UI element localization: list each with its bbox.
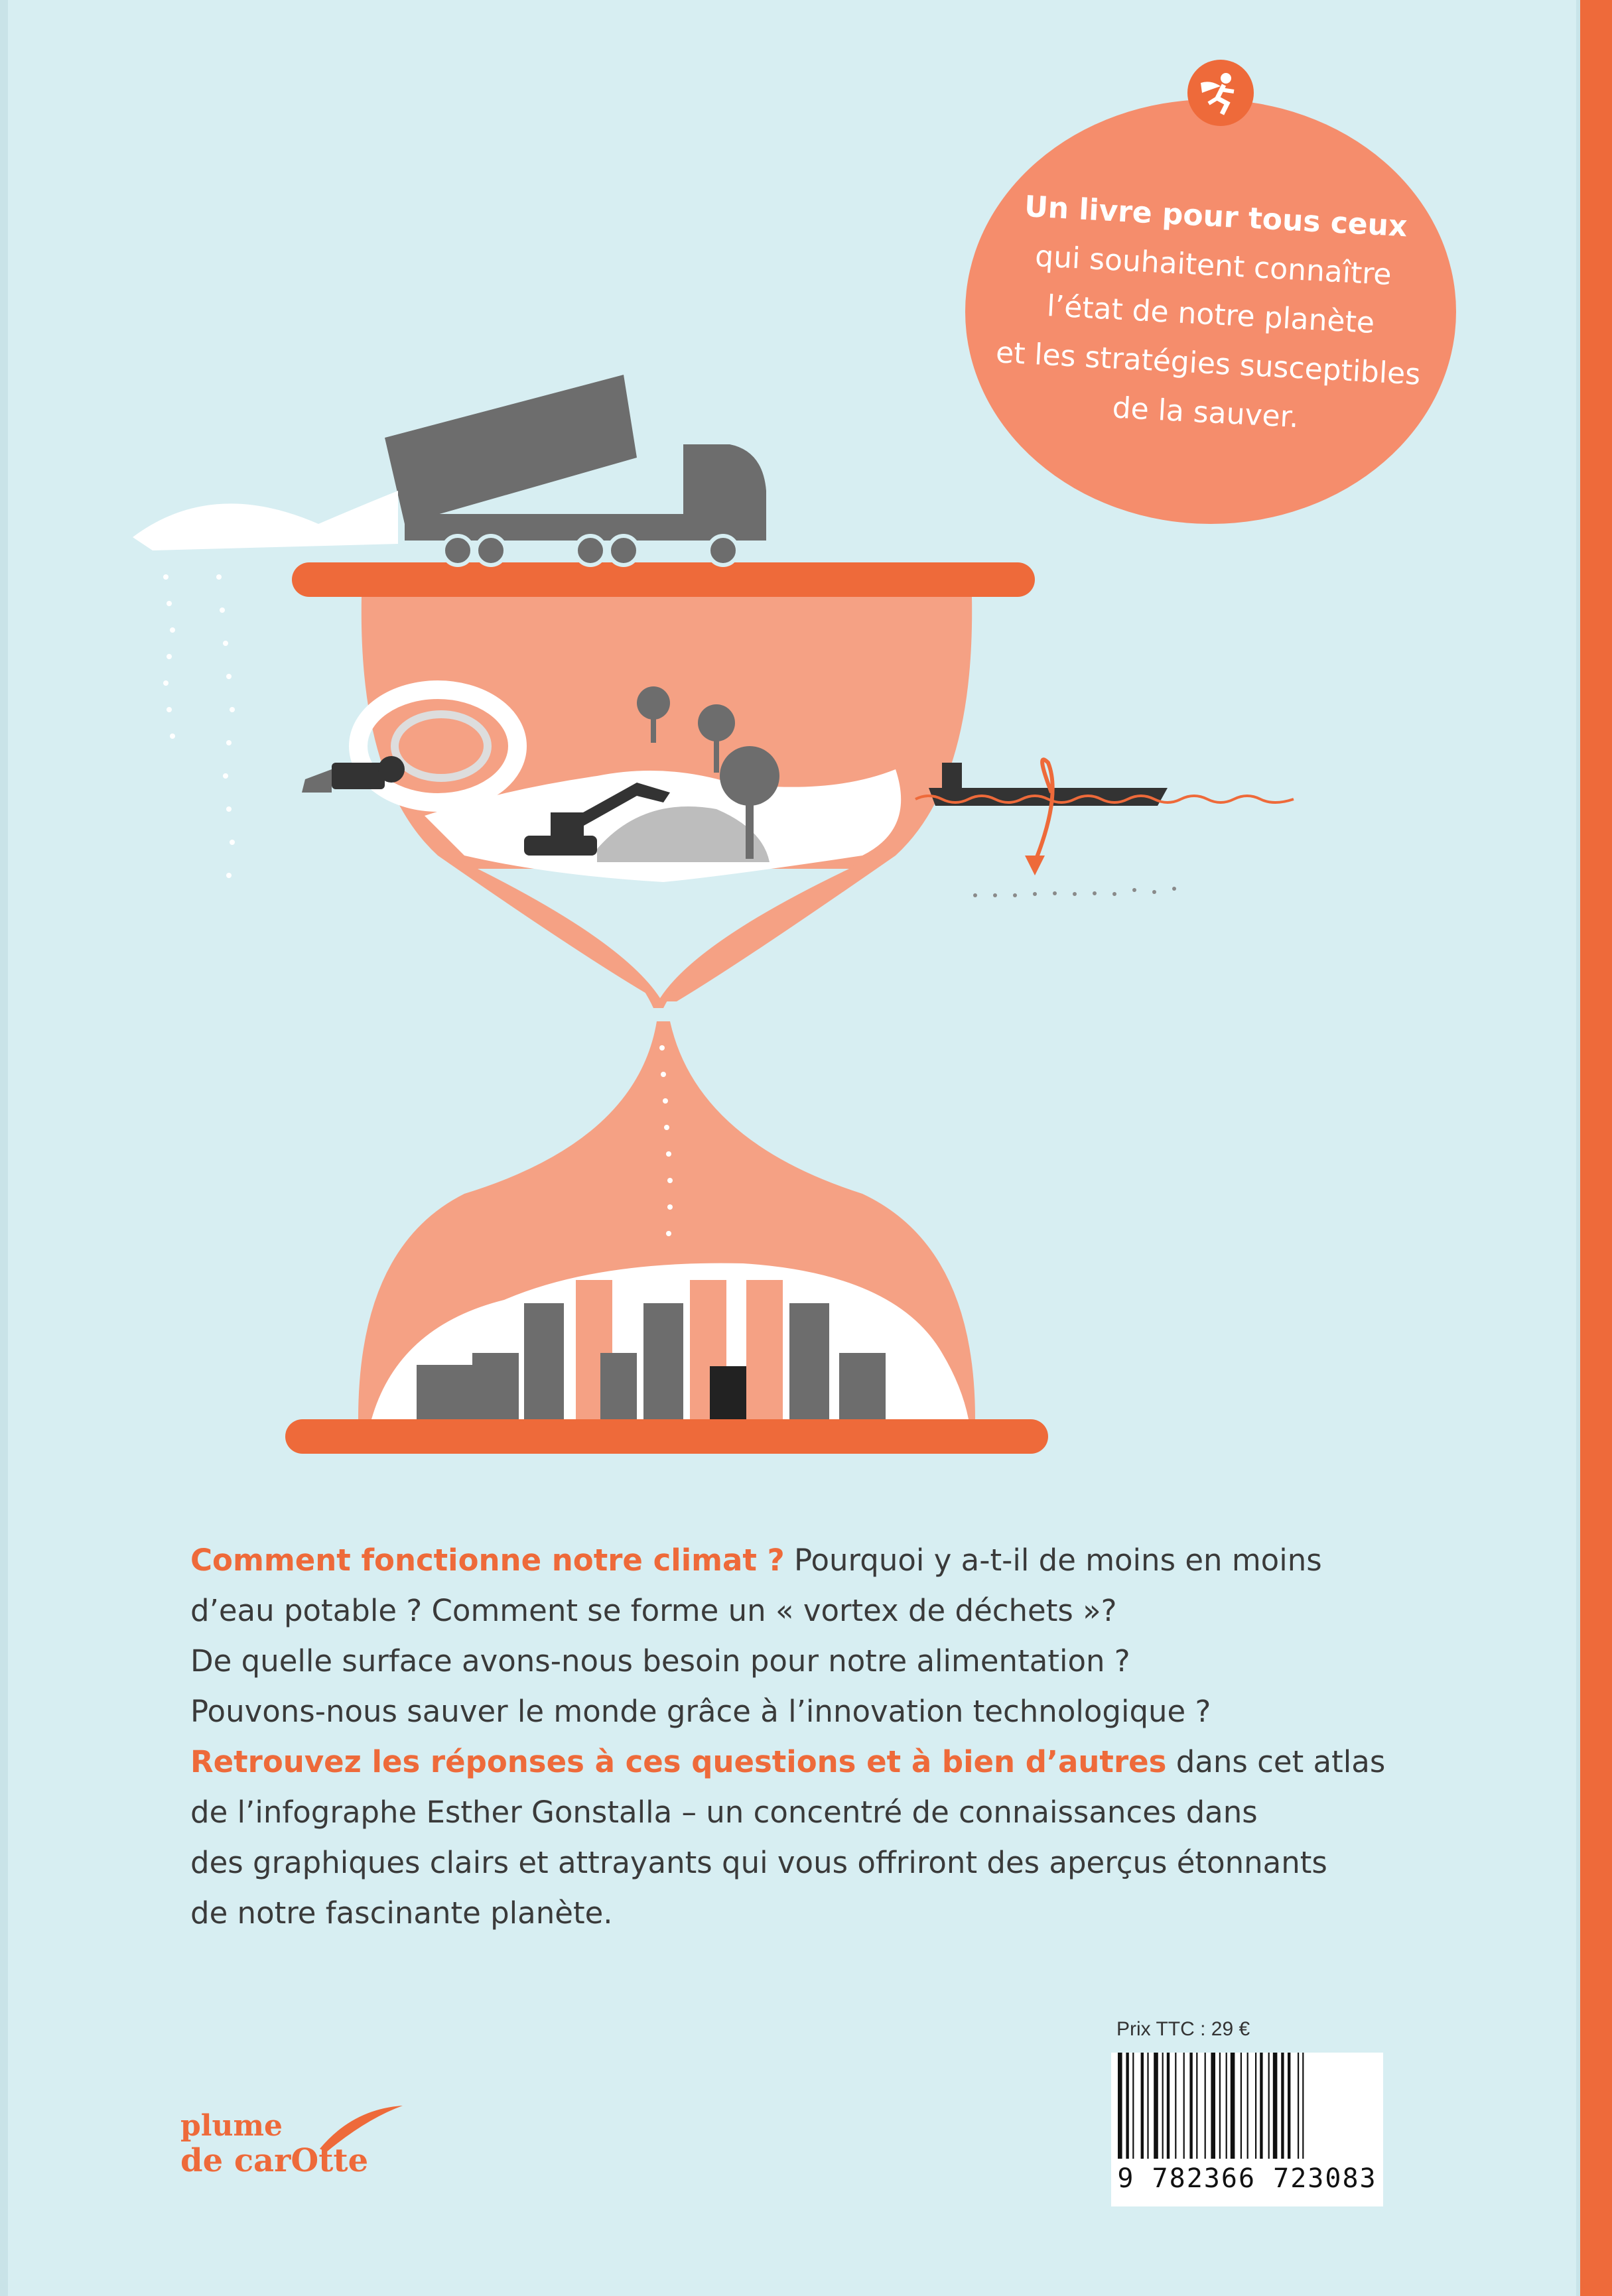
carrot-icon: [313, 2102, 406, 2155]
barcode-bar: [1288, 2053, 1290, 2159]
tagline-line-1: Un livre pour tous ceux: [1023, 190, 1408, 244]
barcode-bar: [1147, 2053, 1148, 2159]
dotted-sediment: [973, 887, 1176, 897]
isbn-number: 9 782366 723083: [1117, 2163, 1377, 2194]
barcode-bar: [1273, 2053, 1278, 2159]
barcode-bar: [1183, 2053, 1185, 2159]
description: [190, 1535, 1384, 1939]
barcode-bar: [1132, 2053, 1134, 2159]
barcode-bar: [1118, 2053, 1122, 2159]
barcode-bar: [1175, 2053, 1176, 2159]
price-label: Prix TTC : 29 €: [1116, 2018, 1250, 2040]
tagline-line-4: et les stratégies susceptibles: [994, 336, 1422, 392]
barcode-bar: [1260, 2053, 1262, 2159]
description-line: [190, 1737, 1384, 1787]
hourglass-bottom-bar: [285, 1419, 1048, 1454]
barcode-bar: [1268, 2053, 1270, 2159]
publisher-logo: [180, 2109, 413, 2195]
barcode-bar: [1154, 2053, 1158, 2159]
barcode-bar: [1211, 2053, 1215, 2159]
publisher-logo-line-1: plume: [180, 2109, 283, 2143]
hourglass-top-bar: [292, 562, 1035, 597]
tagline-line-3: l’état de notre planète: [1045, 289, 1376, 340]
barcode-bar: [1189, 2053, 1192, 2159]
description-text: Pourquoi y a-t-il de moins en moins: [784, 1543, 1322, 1578]
description-line: de l’infographe Esther Gonstalla – un concentré de connaissances dans: [190, 1795, 1258, 1830]
barcode-bar: [1298, 2053, 1299, 2159]
barcode-bar: [1141, 2053, 1144, 2159]
description-line: Pouvons-nous sauver le monde grâce à l’innovation technologique ?: [190, 1694, 1211, 1729]
cargo-ship: [915, 759, 1294, 875]
tagline-line-5: de la sauver.: [1111, 391, 1300, 435]
description-line: des graphiques clairs et attrayants qui vous offriront des aperçus étonnants: [190, 1845, 1327, 1880]
description-text: dans cet atlas: [1166, 1744, 1386, 1779]
barcode-bar: [1231, 2053, 1235, 2159]
barcode-bar: [1247, 2053, 1248, 2159]
barcode-bar: [1281, 2053, 1284, 2159]
barcode-bar: [1126, 2053, 1128, 2159]
publisher-logo-line-2: de carOtte: [180, 2142, 369, 2179]
description-line: [190, 1535, 1384, 1586]
barcode-bar: [1226, 2053, 1227, 2159]
barcode-bar: [1167, 2053, 1170, 2159]
tagline-line-2: qui souhaitent connaître: [1034, 239, 1392, 292]
barcode-bar: [1219, 2053, 1221, 2159]
barcode-bar: [1162, 2053, 1164, 2159]
description-line: de notre fascinante planète.: [190, 1895, 613, 1931]
barcode-bar: [1302, 2053, 1304, 2159]
description-line: d’eau potable ? Comment se forme un « vortex de déchets »?: [190, 1593, 1117, 1628]
barcode-bar: [1196, 2053, 1197, 2159]
description-line: De quelle surface avons-nous besoin pour notre alimentation ?: [190, 1643, 1130, 1679]
runner-icon: [1187, 60, 1254, 126]
dotted-fall-left: [163, 574, 235, 878]
tagline-text: [976, 180, 1445, 450]
hourglass-neck-inner: [478, 869, 849, 998]
answers-highlight: Retrouvez les réponses à ces questions et à bien d’autres: [190, 1744, 1167, 1779]
question-highlight: Comment fonctionne notre climat ?: [190, 1543, 785, 1578]
dump-truck: [133, 375, 766, 565]
barcode-bar: [1241, 2053, 1242, 2159]
barcode-bar: [1205, 2053, 1206, 2159]
barcode-bar: [1255, 2053, 1256, 2159]
